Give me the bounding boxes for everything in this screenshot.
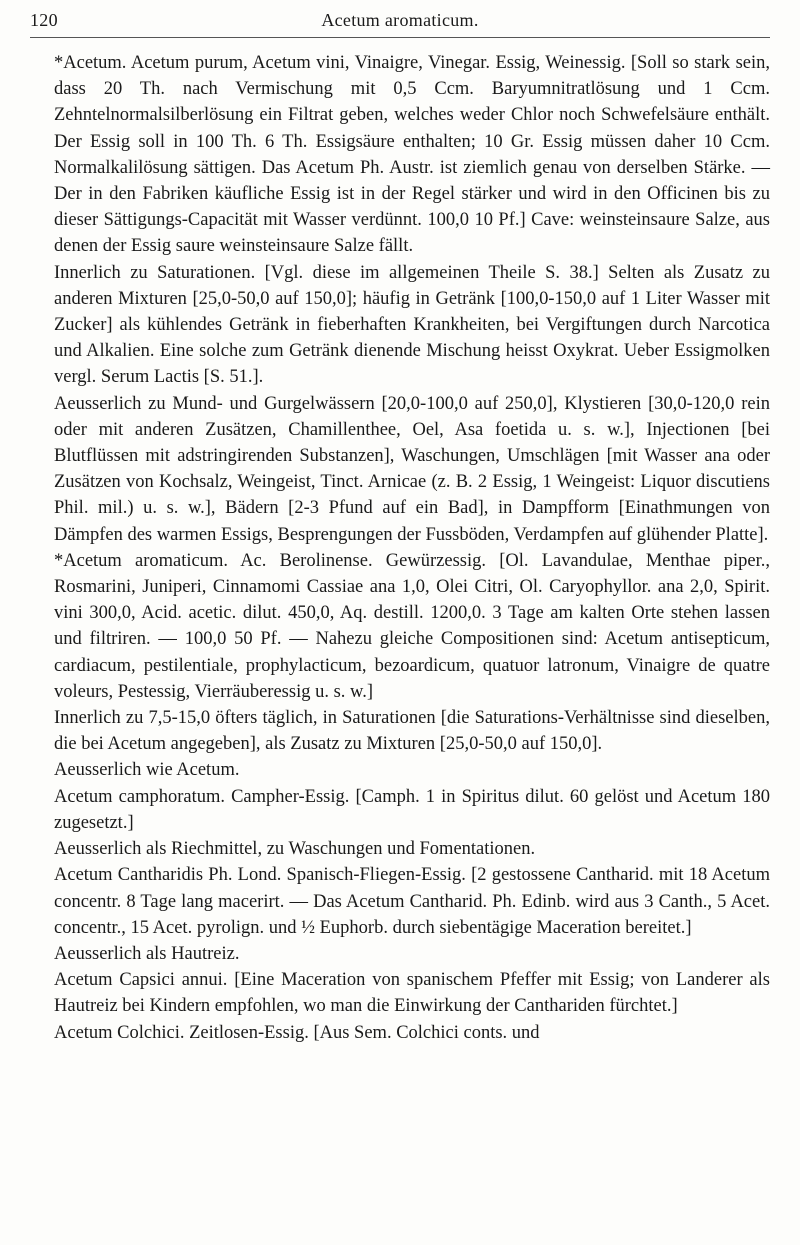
entry-acetum-para-3: Aeusserlich zu Mund- und Gurgelwässern [20,0-100,0 auf 250,0], Klystieren [30,0-120,0 rein oder mit anderen Zusätzen, Chamillenthee, Oel, Asa foetida u. s. w.], Injectionen [bei Blutflüssen mit adstringirenden Substanzen], Waschungen, Umschlägen [mit Wasser ana oder Zusätzen von Kochsalz, Weingeist, Tinct. Arnicae (z. B. 2 Essig, 1 Weingeist: Liquor discutiens Phil. mil.) u. s. w.], Bädern [2-3 Pfund auf ein Bad], in Dampfform [Einathmungen von Dämpfen des warmen Essigs, Besprengungen der Fussböden, Verdampfen auf glühender Platte]. (54, 393, 770, 545)
page-number: 120 (30, 10, 58, 30)
entry-acetum-cantharidis-para-2: Aeusserlich als Hautreiz. (54, 943, 240, 964)
page (30, 10, 770, 1046)
entry-acetum-aromaticum-para-2: Innerlich zu 7,5-15,0 öfters täglich, in Saturationen [die Saturations-Verhältnisse sind dieselben, die bei Acetum angegeben], als Zusatz zu Mixturen [25,0-50,0 auf 150,0]. (54, 708, 770, 755)
entry-acetum-para-2: Innerlich zu Saturationen. [Vgl. diese im allgemeinen Theile S. 38.] Selten als Zusatz zu anderen Mixturen [25,0-50,0 auf 150,0]; häufig in Getränk [100,0-150,0 auf 1 Liter Wasser mit Zucker] als kühlendes Getränk in fieberhaften Krankheiten, bei Vergiftungen durch Narcotica und Alkalien. Eine solche zum Getränk dienende Mischung heisst Oxykrat. Ueber Essigmolken vergl. Serum Lactis [S. 51.]. (54, 262, 770, 388)
running-header (30, 10, 770, 38)
page-body (30, 50, 770, 1046)
entry-acetum-aromaticum-para-1: *Acetum aromaticum. Ac. Berolinense. Gewürzessig. [Ol. Lavandulae, Menthae piper., Rosmarini, Juniperi, Cinnamomi Cassiae ana 1,0, Olei Citri, Ol. Caryophyllor. ana 2,0, Spirit. vini 300,0, Acid. acetic. dilut. 450,0, Aq. destill. 1200,0. 3 Tage am kalten Orte stehen lassen und filtriren. — 100,0 50 Pf. — Nahezu gleiche Compositionen sind: Acetum antisepticum, cardiacum, pestilentiale, prophylacticum, bezoardicum, quatuor latronum, Vinaigre de quatre voleurs, Pestessig, Vierräuberessig u. s. w.] (54, 550, 770, 702)
entry-acetum-para-1: *Acetum. Acetum purum, Acetum vini, Vinaigre, Vinegar. Essig, Weinessig. [Soll so stark sein, dass 20 Th. nach Vermischung mit 0,5 Ccm. Baryumnitratlösung und 1 Ccm. Zehntelnormalsilberlösung ein Filtrat geben, welches weder Chlor noch Schwefelsäure enthält. Der Essig soll in 100 Th. 6 Th. Essigsäure enthalten; 10 Gr. Essig müssen daher 10 Ccm. Normalkalilösung sättigen. Das Acetum Ph. Austr. ist ziemlich genau von derselben Stärke. — Der in den Fabriken käufliche Essig ist in der Regel stärker und wird in den Officinen bis zu dieser Sättigungs-Capacität mit Wasser verdünnt. 100,0 10 Pf.] Cave: weinsteinsaure Salze, aus denen der Essig saure weinsteinsaure Salze fällt. (54, 53, 770, 257)
entry-acetum-camphoratum-para-1: Acetum camphoratum. Campher-Essig. [Camph. 1 in Spiritus dilut. 60 gelöst und Acetum 180 zugesetzt.] (54, 786, 770, 833)
entry-acetum-colchici-para-1: Acetum Colchici. Zeitlosen-Essig. [Aus Sem. Colchici conts. und (54, 1022, 540, 1043)
entry-acetum-cantharidis-para-1: Acetum Cantharidis Ph. Lond. Spanisch-Fliegen-Essig. [2 gestossene Cantharid. mit 18 Acetum concentr. 8 Tage lang macerirt. — Das Acetum Cantharid. Ph. Edinb. wird aus 3 Canth., 5 Acet. concentr., 15 Acet. pyrolign. und ½ Euphorb. durch siebentägige Maceration bereitet.] (54, 865, 770, 938)
entry-acetum-capsici-para-1: Acetum Capsici annui. [Eine Maceration von spanischem Pfeffer mit Essig; von Landerer als Hautreiz bei Kindern empfohlen, wo man die Einwirkung der Canthariden fürchtet.] (54, 970, 770, 1017)
running-title: Acetum aromaticum. (321, 10, 479, 30)
entry-acetum-camphoratum-para-2: Aeusserlich als Riechmittel, zu Waschungen und Fomentationen. (54, 839, 536, 860)
entry-acetum-aromaticum-para-3: Aeusserlich wie Acetum. (54, 760, 240, 781)
